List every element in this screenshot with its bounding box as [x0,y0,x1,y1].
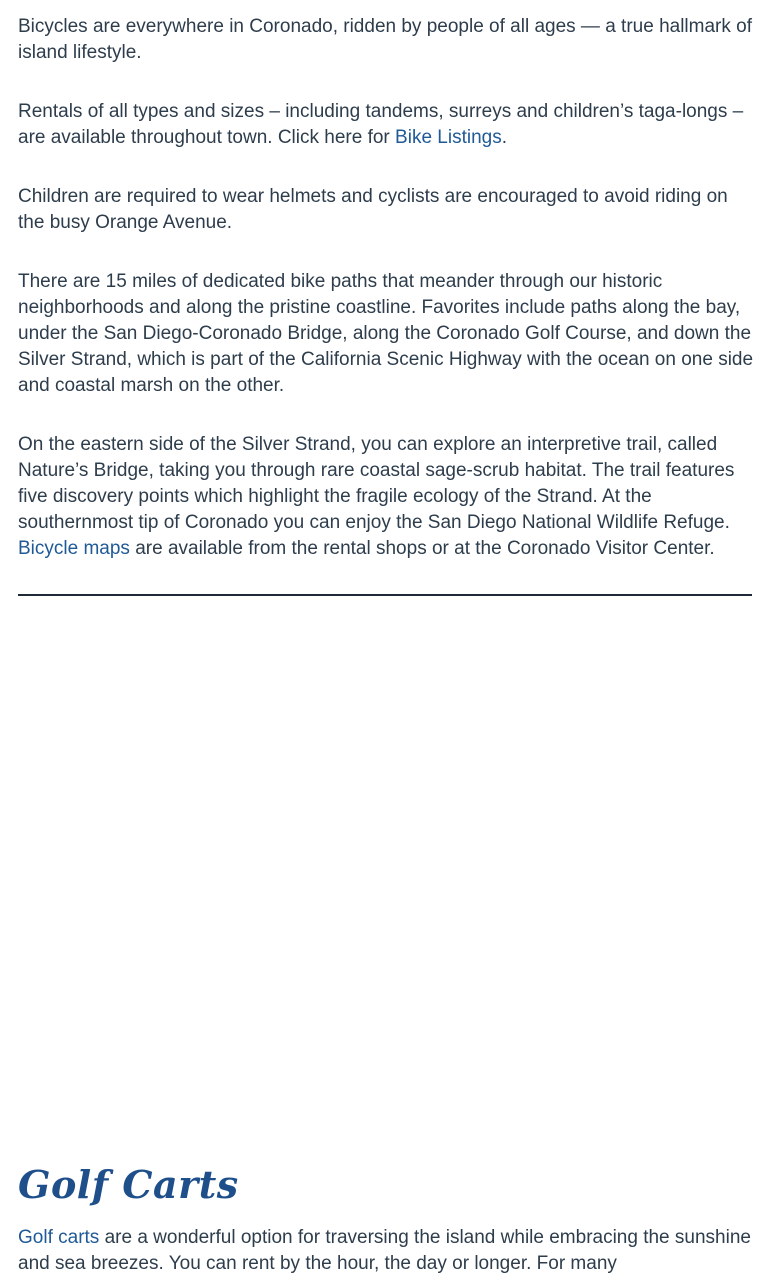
silver-strand-paragraph [18,432,754,562]
rentals-paragraph [18,99,754,151]
silver-strand-text: On the eastern side of the Silver Strand, you can explore an interpretive trail, called Nature’s Bridge, taking you through rare coastal sage-scrub habitat. The trail features five discovery points which highlight the fragile ecology of the Strand. At the southernmost tip of Coronado you can enjoy the San Diego National Wildlife Refuge. [18,434,735,533]
golf-carts-text: are a wonderful option for traversing the island while embracing the sunshine and sea breezes. You can rent by the hour, the day or longer. For many [18,1227,751,1274]
bike-listings-link[interactable]: Bike Listings [395,127,502,148]
bike-paths-paragraph: There are 15 miles of dedicated bike paths that meander through our historic neighborhoods and along the pristine coastline. Favorites include paths along the bay, under the San Diego-Coronado Bridge, along the Coronado Golf Course, and down the Silver Strand, which is part of the California Scenic Highway with the ocean on one side and coastal marsh on the other. [18,271,754,396]
bicycles-section [18,14,754,595]
golf-carts-heading: Golf Carts [18,1162,239,1207]
golf-carts-paragraph [18,1225,754,1277]
section-divider [18,594,752,596]
embedded-media-placeholder [18,600,752,1150]
helmets-paragraph: Children are required to wear helmets and cyclists are encouraged to avoid riding on the busy Orange Avenue. [18,186,728,233]
bicycle-maps-text: are available from the rental shops or at the Coronado Visitor Center. [129,538,715,559]
bicycle-maps-link[interactable]: Bicycle maps [18,538,130,559]
golf-carts-link[interactable]: Golf carts [18,1227,100,1248]
rentals-period: . [501,127,507,148]
rentals-text: Rentals of all types and sizes – including tandems, surreys and children’s taga-longs – are available throughout town. Click here for [18,101,744,148]
bicycles-intro-paragraph: Bicycles are everywhere in Coronado, ridden by people of all ages — a true hallmark of island lifestyle. [18,16,752,63]
